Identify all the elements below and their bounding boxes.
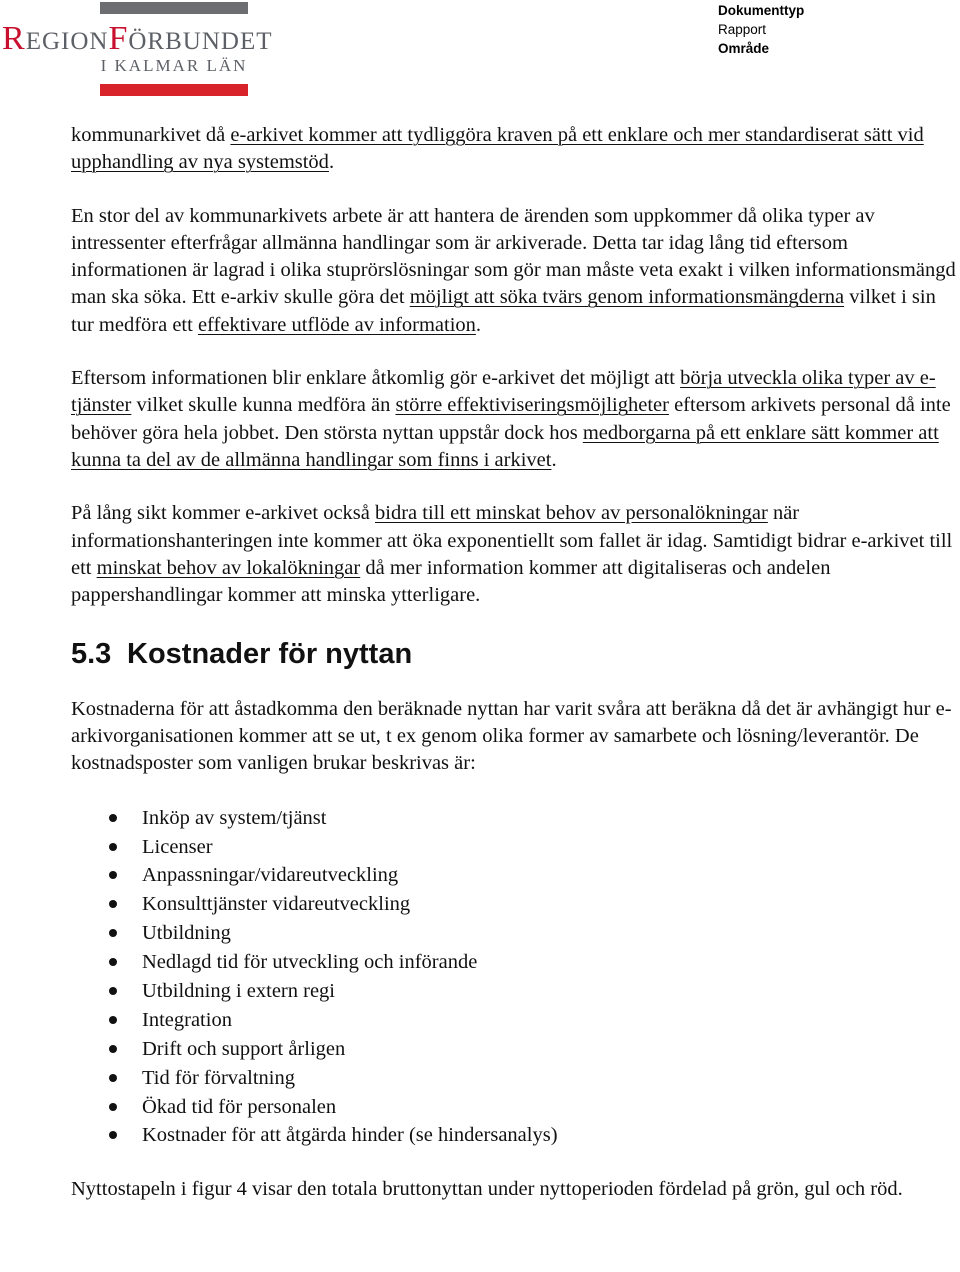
logo-wordmark: REGIONFÖRBUNDET xyxy=(2,20,273,57)
doc-area-label: Område xyxy=(718,41,770,56)
doc-report-label: Rapport xyxy=(718,22,767,37)
bullet-icon xyxy=(109,1074,117,1082)
bullet-icon xyxy=(109,929,117,937)
logo-subtitle: I KALMAR LÄN xyxy=(100,56,248,75)
list-item: Utbildning xyxy=(71,919,960,948)
bullet-icon xyxy=(109,871,117,879)
list-item: Utbildning i extern regi xyxy=(71,977,960,1006)
underlined-phrase: medborgarna på ett enklare sätt kommer att kunna ta del av de allmänna handlingar som finns i arkivet xyxy=(71,421,939,471)
paragraph-2: En stor del av kommunarkivets arbete är att hantera de ärenden som uppkommer då olika typer av intressenter efterfrågar allmänna handlingar som är arkiverade. Detta tar idag lång tid eftersom informationen är lagrad i olika stuprörslösningar som gör man måste veta exakt i vilken informationsmängd man ska söka. Ett e-arkiv skulle göra det möjligt att söka tvärs genom informationsmängderna vilket i sin tur medföra ett effektivare utflöde av information. xyxy=(71,204,956,336)
underlined-phrase: börja utveckla olika typer av e-tjänster xyxy=(71,367,936,417)
underlined-phrase: möjligt att söka tvärs genom informationsmängderna xyxy=(409,286,845,309)
list-item: Inköp av system/tjänst xyxy=(71,804,960,833)
underlined-phrase: e-arkivet kommer att tydliggöra kraven på ett enklare och mer standardiserat sätt vid upphandling av nya systemstöd xyxy=(71,124,924,174)
paragraph-6: Nyttostapeln i figur 4 visar den totala bruttonyttan under nyttoperioden fördelad på grön, gul och röd. xyxy=(71,1178,903,1201)
bullet-icon xyxy=(109,814,117,822)
bullet-icon xyxy=(109,987,117,995)
document-meta xyxy=(718,1,804,58)
bullet-icon xyxy=(109,1016,117,1024)
list-item: Drift och support årligen xyxy=(71,1035,960,1064)
paragraph-5: Kostnaderna för att åstadkomma den beräknade nyttan har varit svåra att beräkna då det är avhängigt hur e-arkivorganisationen kommer att se ut, t ex genom olika former av samarbete och lösning/leverantör. De kostnadsposter som vanligen brukar beskrivas är: xyxy=(71,697,952,775)
cost-items-list xyxy=(71,804,960,1151)
section-title: Kostnader för nyttan xyxy=(127,637,413,670)
logo-gray-bar xyxy=(100,2,248,14)
section-heading xyxy=(71,636,960,672)
underlined-phrase: bidra till ett minskat behov av personalökningar xyxy=(375,502,768,525)
list-item: Integration xyxy=(71,1006,960,1035)
organization-logo xyxy=(0,0,360,100)
list-item: Tid för förvaltning xyxy=(71,1064,960,1093)
logo-red-bar xyxy=(100,84,248,96)
paragraph-1: kommunarkivet då e-arkivet kommer att tydliggöra kraven på ett enklare och mer standardiserat sätt vid upphandling av nya systemstöd. xyxy=(71,124,924,174)
bullet-icon xyxy=(109,1131,117,1139)
section-number: 5.3 xyxy=(71,637,112,670)
list-item: Licenser xyxy=(71,833,960,862)
bullet-icon xyxy=(109,843,117,851)
paragraph-4: På lång sikt kommer e-arkivet också bidra till ett minskat behov av personalökningar när informationshanteringen inte kommer att öka exponentiellt som fallet är idag. Samtidigt bidrar e-arkivet till ett minskat behov av lokalökningar då mer information kommer att digitaliseras och andelen pappershandlingar kommer att minska ytterligare. xyxy=(71,502,953,607)
underlined-phrase: effektivare utflöde av information xyxy=(197,313,476,336)
bullet-icon xyxy=(109,900,117,908)
document-body xyxy=(71,122,960,1230)
underlined-phrase: minskat behov av lokalökningar xyxy=(96,556,361,579)
paragraph-3: Eftersom informationen blir enklare åtkomlig gör e-arkivet det möjligt att börja utveckla olika typer av e-tjänster vilket skulle kunna medföra än större effektiviseringsmöjligheter eftersom arkivets personal då inte behöver göra hela jobbet. Den största nyttan uppstår dock hos medborgarna på ett enklare sätt kommer att kunna ta del av de allmänna handlingar som finns i arkivet. xyxy=(71,367,951,471)
bullet-icon xyxy=(109,958,117,966)
list-item: Anpassningar/vidareutveckling xyxy=(71,861,960,890)
underlined-phrase: större effektiviseringsmöjligheter xyxy=(395,394,669,417)
bullet-icon xyxy=(109,1103,117,1111)
list-item: Kostnader för att åtgärda hinder (se hindersanalys) xyxy=(71,1121,960,1150)
list-item: Nedlagd tid för utveckling och införande xyxy=(71,948,960,977)
doc-type-label: Dokumenttyp xyxy=(718,3,805,18)
list-item: Konsulttjänster vidareutveckling xyxy=(71,890,960,919)
list-item: Ökad tid för personalen xyxy=(71,1093,960,1122)
bullet-icon xyxy=(109,1045,117,1053)
